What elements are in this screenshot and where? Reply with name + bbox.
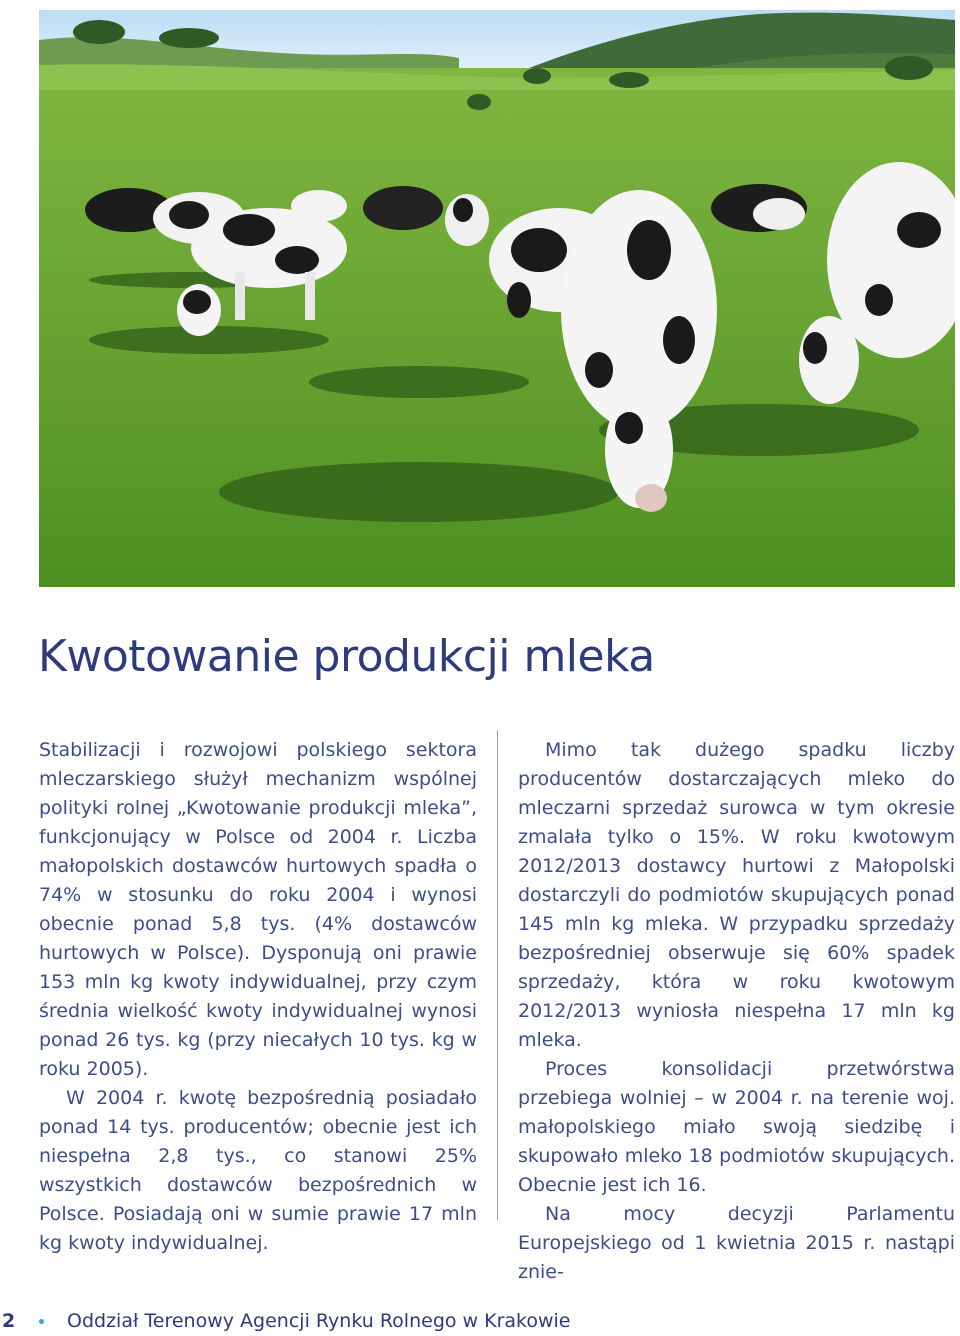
page-footer bbox=[0, 1306, 960, 1336]
paragraph: W 2004 r. kwotę bezpośrednią posiadało ponad 14 tys. producentów; obecnie jest ich niespełna 2,8 tys., co stanowi 25% wszystkich dostawców bezpośrednich w Polsce. Posiadają oni w sumie prawie 17 mln kg kwoty indywidualnej. bbox=[39, 1087, 477, 1254]
footer-text: Oddział Terenowy Agencji Rynku Rolnego w Krakowie bbox=[67, 1310, 571, 1332]
page-title: Kwotowanie produkcji mleka bbox=[38, 631, 655, 682]
paragraph: Mimo tak dużego spadku liczby producentów dostarczających mleko do mleczarni sprzedaż surowca w tym okresie zmalała tylko o 15%. W roku kwotowym 2012/2013 dostawcy hurtowi z Małopolski dostarczyli do podmiotów skupujących ponad 145 mln kg mleka. W przypadku sprzedaży bezpośredniej obserwuje się 60% spadek sprzedaży, która w roku kwotowym 2012/2013 wyniosła niespełna 17 mln kg mleka. bbox=[518, 739, 955, 1051]
cows-grazing-photo bbox=[39, 10, 955, 587]
paragraph: Na mocy decyzji Parlamentu Europejskiego od 1 kwietnia 2015 r. nastąpi znie- bbox=[518, 1203, 955, 1283]
column-divider bbox=[497, 730, 498, 1220]
paragraph: Stabilizacji i rozwojowi polskiego sektora mleczarskiego służył mechanizm wspólnej polityki rolnej „Kwotowanie produkcji mleka”, funkcjonujący w Polsce od 2004 r. Liczba małopolskich dostawców hurtowych spadła o 74% w stosunku do roku 2004 i wynosi obecnie ponad 5,8 tys. (4% dostawców hurtowych w Polsce). Dysponują oni prawie 153 mln kg kwoty indywidualnej, przy czym średnia wielkość kwoty indywidualnej wynosi ponad 26 tys. kg (przy niecałych 10 tys. kg w roku 2005). bbox=[39, 739, 477, 1080]
left-column bbox=[39, 736, 477, 1258]
right-column bbox=[518, 736, 955, 1287]
bullet-icon bbox=[39, 1319, 44, 1324]
page-number: 2 bbox=[2, 1310, 16, 1332]
paragraph: Proces konsolidacji przetwórstwa przebiega wolniej – w 2004 r. na terenie woj. małopolskiego miało swoją siedzibę i skupowało mleko 18 podmiotów skupujących. Obecnie jest ich 16. bbox=[518, 1058, 955, 1196]
